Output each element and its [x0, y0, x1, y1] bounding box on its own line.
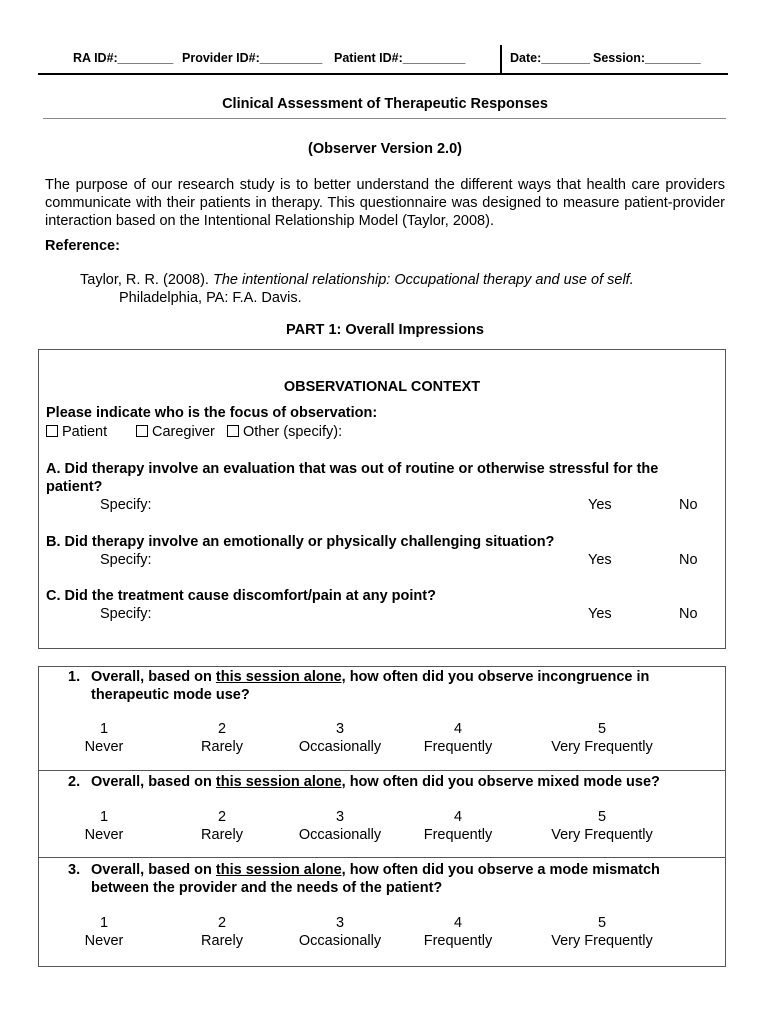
item-2-emphasis: this session alone,: [215, 774, 346, 790]
question-c-specify[interactable]: Specify:: [100, 606, 152, 622]
part1-heading: PART 1: Overall Impressions: [286, 322, 484, 338]
patient-checkbox[interactable]: [46, 425, 58, 437]
item-3-option-2[interactable]: 2 Rarely: [201, 915, 243, 949]
item-3-option-3[interactable]: 3 Occasionally: [298, 915, 382, 949]
item-2-option-2[interactable]: 2 Rarely: [201, 809, 243, 843]
session-field[interactable]: Session:________: [593, 51, 701, 65]
item-3-option-1[interactable]: 1 Never: [84, 915, 124, 949]
option-patient[interactable]: Patient: [46, 424, 107, 440]
question-b-yes[interactable]: Yes: [588, 552, 612, 568]
version-label: (Observer Version 2.0): [308, 141, 462, 157]
title-rule: [43, 118, 726, 119]
item-3-number: 3.: [68, 862, 81, 878]
ra-id-field[interactable]: RA ID#:________: [73, 51, 174, 65]
patient-id-field[interactable]: Patient ID#:_________: [334, 51, 466, 65]
caregiver-checkbox[interactable]: [136, 425, 148, 437]
option-caregiver[interactable]: Caregiver: [136, 424, 215, 440]
question-b-specify[interactable]: Specify:: [100, 552, 152, 568]
item-1-question-cont: therapeutic mode use?: [91, 687, 250, 703]
item-3-option-5[interactable]: 5 Very Frequently: [551, 915, 653, 949]
question-a-yes[interactable]: Yes: [588, 497, 612, 513]
item-1-option-4[interactable]: 4 Frequently: [423, 721, 493, 755]
question-a-text: A. Did therapy involve an evaluation that was out of routine or otherwise stressful for the: [46, 461, 659, 477]
item-1-option-2[interactable]: 2 Rarely: [201, 721, 243, 755]
item-1-option-3[interactable]: 3 Occasionally: [298, 721, 382, 755]
citation-publisher: Philadelphia, PA: F.A. Davis.: [119, 290, 302, 306]
reference-citation: [80, 272, 634, 288]
question-c-yes[interactable]: Yes: [588, 606, 612, 622]
question-c-text: C. Did the treatment cause discomfort/pain at any point?: [46, 588, 436, 604]
item-3-question-cont: between the provider and the needs of the patient?: [91, 880, 443, 896]
item-2-option-4[interactable]: 4 Frequently: [423, 809, 493, 843]
page-title: Clinical Assessment of Therapeutic Responses: [222, 96, 548, 112]
provider-id-field[interactable]: Provider ID#:_________: [182, 51, 323, 65]
item-2-number: 2.: [68, 774, 81, 790]
question-a-no[interactable]: No: [679, 497, 698, 513]
focus-prompt: Please indicate who is the focus of observation:: [46, 405, 378, 421]
header-divider: [500, 45, 502, 75]
item-2-option-5[interactable]: 5 Very Frequently: [551, 809, 653, 843]
item-1-option-5[interactable]: 5 Very Frequently: [551, 721, 653, 755]
item-3-option-4[interactable]: 4 Frequently: [423, 915, 493, 949]
item-divider-2: [38, 857, 726, 858]
item-2-question: Overall, based on this session alone, how often did you observe mixed mode use?: [91, 774, 660, 790]
date-field[interactable]: Date:_______: [510, 51, 590, 65]
item-2-option-1[interactable]: 1 Never: [84, 809, 124, 843]
question-a-text-cont: patient?: [46, 479, 103, 495]
question-a-specify[interactable]: Specify:: [100, 497, 152, 513]
question-c-no[interactable]: No: [679, 606, 698, 622]
citation-title: The intentional relationship: Occupational therapy and use of self.: [212, 272, 634, 288]
context-heading: OBSERVATIONAL CONTEXT: [283, 379, 481, 395]
header-rule: [38, 73, 728, 75]
item-divider-1: [38, 770, 726, 771]
citation-author: Taylor, R. R. (2008).: [80, 272, 213, 288]
item-3-question: Overall, based on this session alone, how often did you observe a mode mismatch: [91, 862, 660, 878]
option-other[interactable]: Other (specify):: [227, 424, 342, 440]
item-1-option-1[interactable]: 1 Never: [84, 721, 124, 755]
item-1-number: 1.: [68, 669, 81, 685]
reference-label: Reference:: [45, 238, 120, 254]
item-1-emphasis: this session alone,: [215, 669, 346, 685]
other-checkbox[interactable]: [227, 425, 239, 437]
item-2-option-3[interactable]: 3 Occasionally: [298, 809, 382, 843]
item-1-question: Overall, based on this session alone, how often did you observe incongruence in: [91, 669, 650, 685]
question-b-text: B. Did therapy involve an emotionally or physically challenging situation?: [46, 534, 555, 550]
item-3-emphasis: this session alone,: [215, 862, 346, 878]
purpose-paragraph: The purpose of our research study is to better understand the different ways that health care providers communicate with their patients in therapy. This questionnaire was designed to measure patient-provider interaction based on the Intentional Relationship Model (Taylor, 2008).: [45, 177, 725, 229]
question-b-no[interactable]: No: [679, 552, 698, 568]
